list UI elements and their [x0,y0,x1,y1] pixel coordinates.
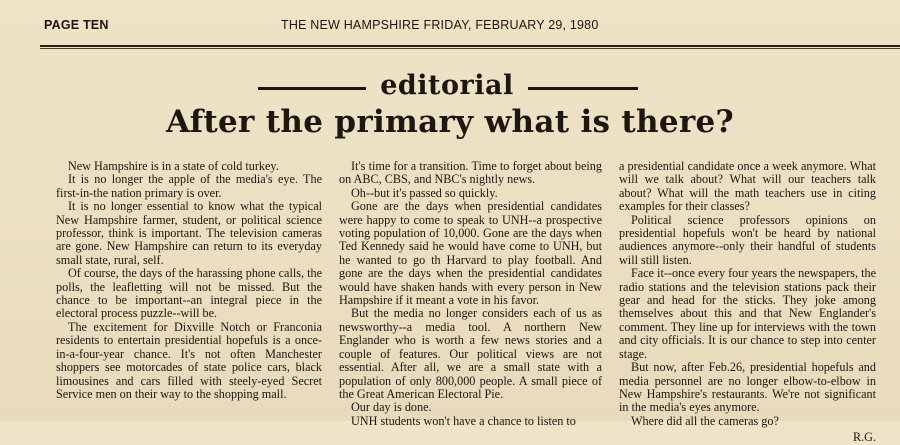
paragraph: Oh--but it's passed so quickly. [351,185,498,200]
paragraph: It's time for a transition. Time to forget about being on ABC, CBS, and NBC's nightly news. [339,159,602,187]
paragraph: a presidential candidate once a week anymore. What will we talk about? What will our teachers talk about? What will the math teachers use in citing examples for their classes? [619,159,876,214]
paragraph: Our day is done. [351,400,432,415]
column-2 [339,160,602,428]
section-kicker [0,70,900,104]
paragraph: The excitement for Dixville Notch or Franconia residents to entertain presidential hopefuls is a once-in-a-four-year chance. It's not often Manchester shoppers see motorcades of state police cars, black limousines and cars filled with steely-eyed Secret Service men on their way to the shopping mall. [56,319,322,401]
paragraph: But now, after Feb.26, presidential hopefuls and media personnel are no longer elbow-to-elbow in New Hampshire's restaurants. We're not significant in the media's eyes anymore. [619,360,876,415]
masthead [0,14,900,34]
paragraph: But the media no longer considers each of us as newsworthy--a media tool. A northern New Englander who is worth a few news stories and a couple of features. Our political views are not essential. After all, we are a small state with a population of only 800,000 people. A small piece of the Great American Electoral Pie. [339,306,602,401]
author-signature: R.G. [852,430,876,445]
masthead-rule-thin [40,48,900,49]
paragraph: New Hampshire is in a state of cold turkey. [68,159,279,173]
column-3 [619,160,876,445]
kicker-rule-left [258,87,366,90]
column-1 [56,160,322,401]
paragraph: Gone are the days when presidential candidates were happy to come to speak to UNH--a prospective voting population of 10,000. Gone are the days when Ted Kennedy said he would have come to UNH, but he wanted to go th Harvard to play football. And gone are the days when the presidential candidates would have shaken hands with every person in New Hampshire if it meant a vote in his favor. [339,199,602,308]
kicker-rule-right [528,87,638,90]
page-label: PAGE TEN [44,18,109,32]
paragraph: UNH students won't have a chance to listen to [351,413,576,428]
paper-dateline: THE NEW HAMPSHIRE FRIDAY, FEBRUARY 29, 1980 [281,18,599,32]
paragraph: Of course, the days of the harassing phone calls, the polls, the leafletting will not be missed. But the chance to be important--an integral piece in the electoral process puzzle--will be. [56,266,322,321]
paragraph: It is no longer essential to know what the typical New Hampshire farmer, student, or political science professor, think is important. The television cameras are gone. New Hampshire can return to its everyday small state, rural, self. [56,199,322,267]
paragraph: Face it--once every four years the newspapers, the radio stations and the television stations pack their gear and head for the sticks. They joke among themselves about this and that New Englander's comment. They line up for interviews with the town and city officials. It is our chance to step into center stage. [619,266,876,361]
headline: After the primary what is there? [165,104,735,140]
paragraph: Where did all the cameras go? [631,413,779,428]
masthead-rule [40,45,900,47]
paragraph: It is no longer the apple of the media's eye. The first-in-the nation primary is over. [56,172,322,200]
kicker-text: editorial [380,70,514,101]
paragraph: Political science professors opinions on presidential hopefuls won't be heard by national audiences anymore--only their handful of students will still listen. [619,212,876,267]
